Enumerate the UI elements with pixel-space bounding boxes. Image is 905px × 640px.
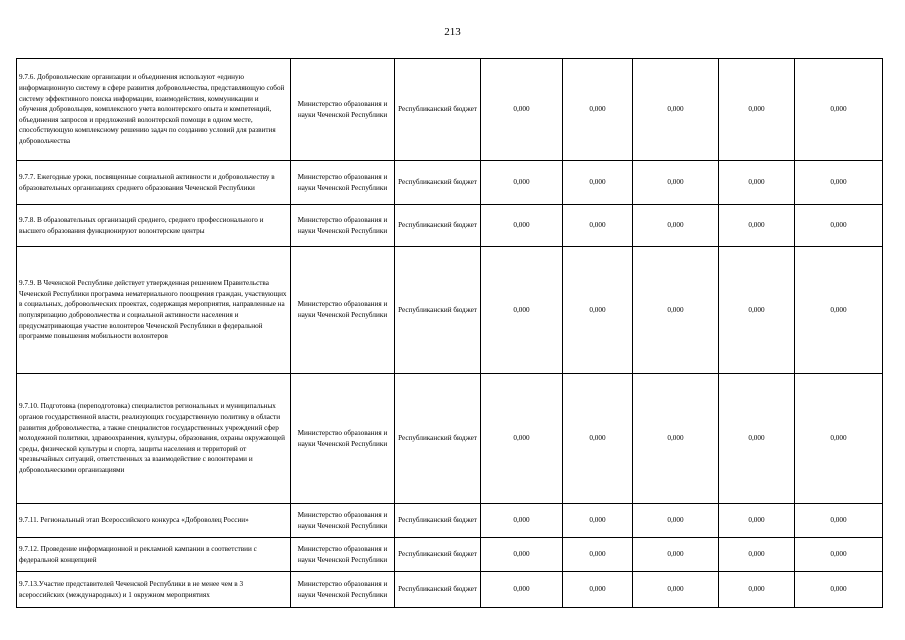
executor-cell: Министерство образования и науки Чеченской Республики: [291, 504, 395, 538]
value-cell: 0,000: [719, 572, 795, 608]
executor-cell: Министерство образования и науки Чеченской Республики: [291, 205, 395, 247]
measure-description: 9.7.9. В Чеченской Республике действует утвержденная решением Правительства Чеченской Республики программа нематериального поощрения граждан, участвующих в социальных, добровольческих проектах, содержащая мероприятия, направленные на популяризацию добровольчества и социальной активности населения и предусматривающая участие волонтеров Чеченской Республики в федеральной программе повышения мобильности волонтеров: [17, 247, 291, 374]
value-cell: 0,000: [481, 538, 563, 572]
value-cell: 0,000: [795, 161, 883, 205]
value-cell: 0,000: [563, 161, 633, 205]
table-row: [17, 504, 883, 538]
measure-description: 9.7.7. Ежегодные уроки, посвященные социальной активности и добровольчеству в образовательных организациях среднего образования Чеченской Республики: [17, 161, 291, 205]
table-row: [17, 59, 883, 161]
value-cell: 0,000: [563, 538, 633, 572]
measure-description: 9.7.8. В образовательных организаций среднего, среднего профессионального и высшего образования функционируют волонтерские центры: [17, 205, 291, 247]
value-cell: 0,000: [563, 59, 633, 161]
executor-cell: Министерство образования и науки Чеченской Республики: [291, 374, 395, 504]
value-cell: 0,000: [795, 59, 883, 161]
value-cell: 0,000: [719, 247, 795, 374]
value-cell: 0,000: [719, 374, 795, 504]
value-cell: 0,000: [795, 572, 883, 608]
page-number: 213: [444, 26, 461, 38]
funding-source-cell: Республиканский бюджет: [395, 161, 481, 205]
value-cell: 0,000: [633, 205, 719, 247]
executor-cell: Министерство образования и науки Чеченской Республики: [291, 572, 395, 608]
value-cell: 0,000: [481, 504, 563, 538]
table-row: [17, 205, 883, 247]
executor-cell: Министерство образования и науки Чеченской Республики: [291, 59, 395, 161]
value-cell: 0,000: [481, 161, 563, 205]
value-cell: 0,000: [481, 59, 563, 161]
table-row: [17, 374, 883, 504]
value-cell: 0,000: [633, 161, 719, 205]
value-cell: 0,000: [633, 247, 719, 374]
funding-source-cell: Республиканский бюджет: [395, 374, 481, 504]
value-cell: 0,000: [633, 374, 719, 504]
value-cell: 0,000: [633, 504, 719, 538]
executor-cell: Министерство образования и науки Чеченской Республики: [291, 161, 395, 205]
table-row: [17, 572, 883, 608]
value-cell: 0,000: [633, 59, 719, 161]
value-cell: 0,000: [719, 205, 795, 247]
value-cell: 0,000: [795, 374, 883, 504]
table-row: [17, 161, 883, 205]
value-cell: 0,000: [563, 205, 633, 247]
value-cell: 0,000: [795, 247, 883, 374]
funding-source-cell: Республиканский бюджет: [395, 247, 481, 374]
funding-source-cell: Республиканский бюджет: [395, 538, 481, 572]
executor-cell: Министерство образования и науки Чеченской Республики: [291, 247, 395, 374]
value-cell: 0,000: [481, 205, 563, 247]
budget-table: [16, 58, 883, 608]
value-cell: 0,000: [795, 504, 883, 538]
measure-description: 9.7.13.Участие представителей Чеченской Республики в не менее чем в 3 всероссийских (международных) и 1 окружном мероприятиях: [17, 572, 291, 608]
measure-description: 9.7.12. Проведение информационной и рекламной кампании в соответствии с федеральной концепцией: [17, 538, 291, 572]
value-cell: 0,000: [795, 538, 883, 572]
value-cell: 0,000: [719, 538, 795, 572]
value-cell: 0,000: [719, 504, 795, 538]
funding-source-cell: Республиканский бюджет: [395, 59, 481, 161]
value-cell: 0,000: [563, 572, 633, 608]
value-cell: 0,000: [795, 205, 883, 247]
value-cell: 0,000: [719, 161, 795, 205]
measure-description: 9.7.11. Региональный этап Всероссийского конкурса «Доброволец России»: [17, 504, 291, 538]
value-cell: 0,000: [633, 572, 719, 608]
executor-cell: Министерство образования и науки Чеченской Республики: [291, 538, 395, 572]
measure-description: 9.7.6. Добровольческие организации и объединения используют «единую информационную систему в сфере развития добровольчества, представляющую собой систему эффективного поиска информации, взаимодействия, коммуникации и обучения добровольцев, комплексного учета волонтерского опыта и компетенций, объединения запросов и предложений волонтерской помощи в одном месте, способствующую комплексному решению задач по созданию условий для развития добровольчества: [17, 59, 291, 161]
value-cell: 0,000: [719, 59, 795, 161]
value-cell: 0,000: [563, 247, 633, 374]
value-cell: 0,000: [481, 247, 563, 374]
funding-source-cell: Республиканский бюджет: [395, 572, 481, 608]
value-cell: 0,000: [481, 374, 563, 504]
value-cell: 0,000: [633, 538, 719, 572]
funding-source-cell: Республиканский бюджет: [395, 205, 481, 247]
table-row: [17, 538, 883, 572]
value-cell: 0,000: [481, 572, 563, 608]
value-cell: 0,000: [563, 374, 633, 504]
measure-description: 9.7.10. Подготовка (переподготовка) специалистов региональных и муниципальных органов государственной власти, реализующих государственную политику в области развития добровольчества, а также специалистов государственных учреждений сфер молодежной политики, здравоохранения, культуры, образования, охраны окружающей среды, физической культуры и спорта, защиты населения и территорий от чрезвычайных ситуаций, ответственных за взаимодействие с волонтерами и добровольческими организациями: [17, 374, 291, 504]
funding-source-cell: Республиканский бюджет: [395, 504, 481, 538]
value-cell: 0,000: [563, 504, 633, 538]
table-row: [17, 247, 883, 374]
